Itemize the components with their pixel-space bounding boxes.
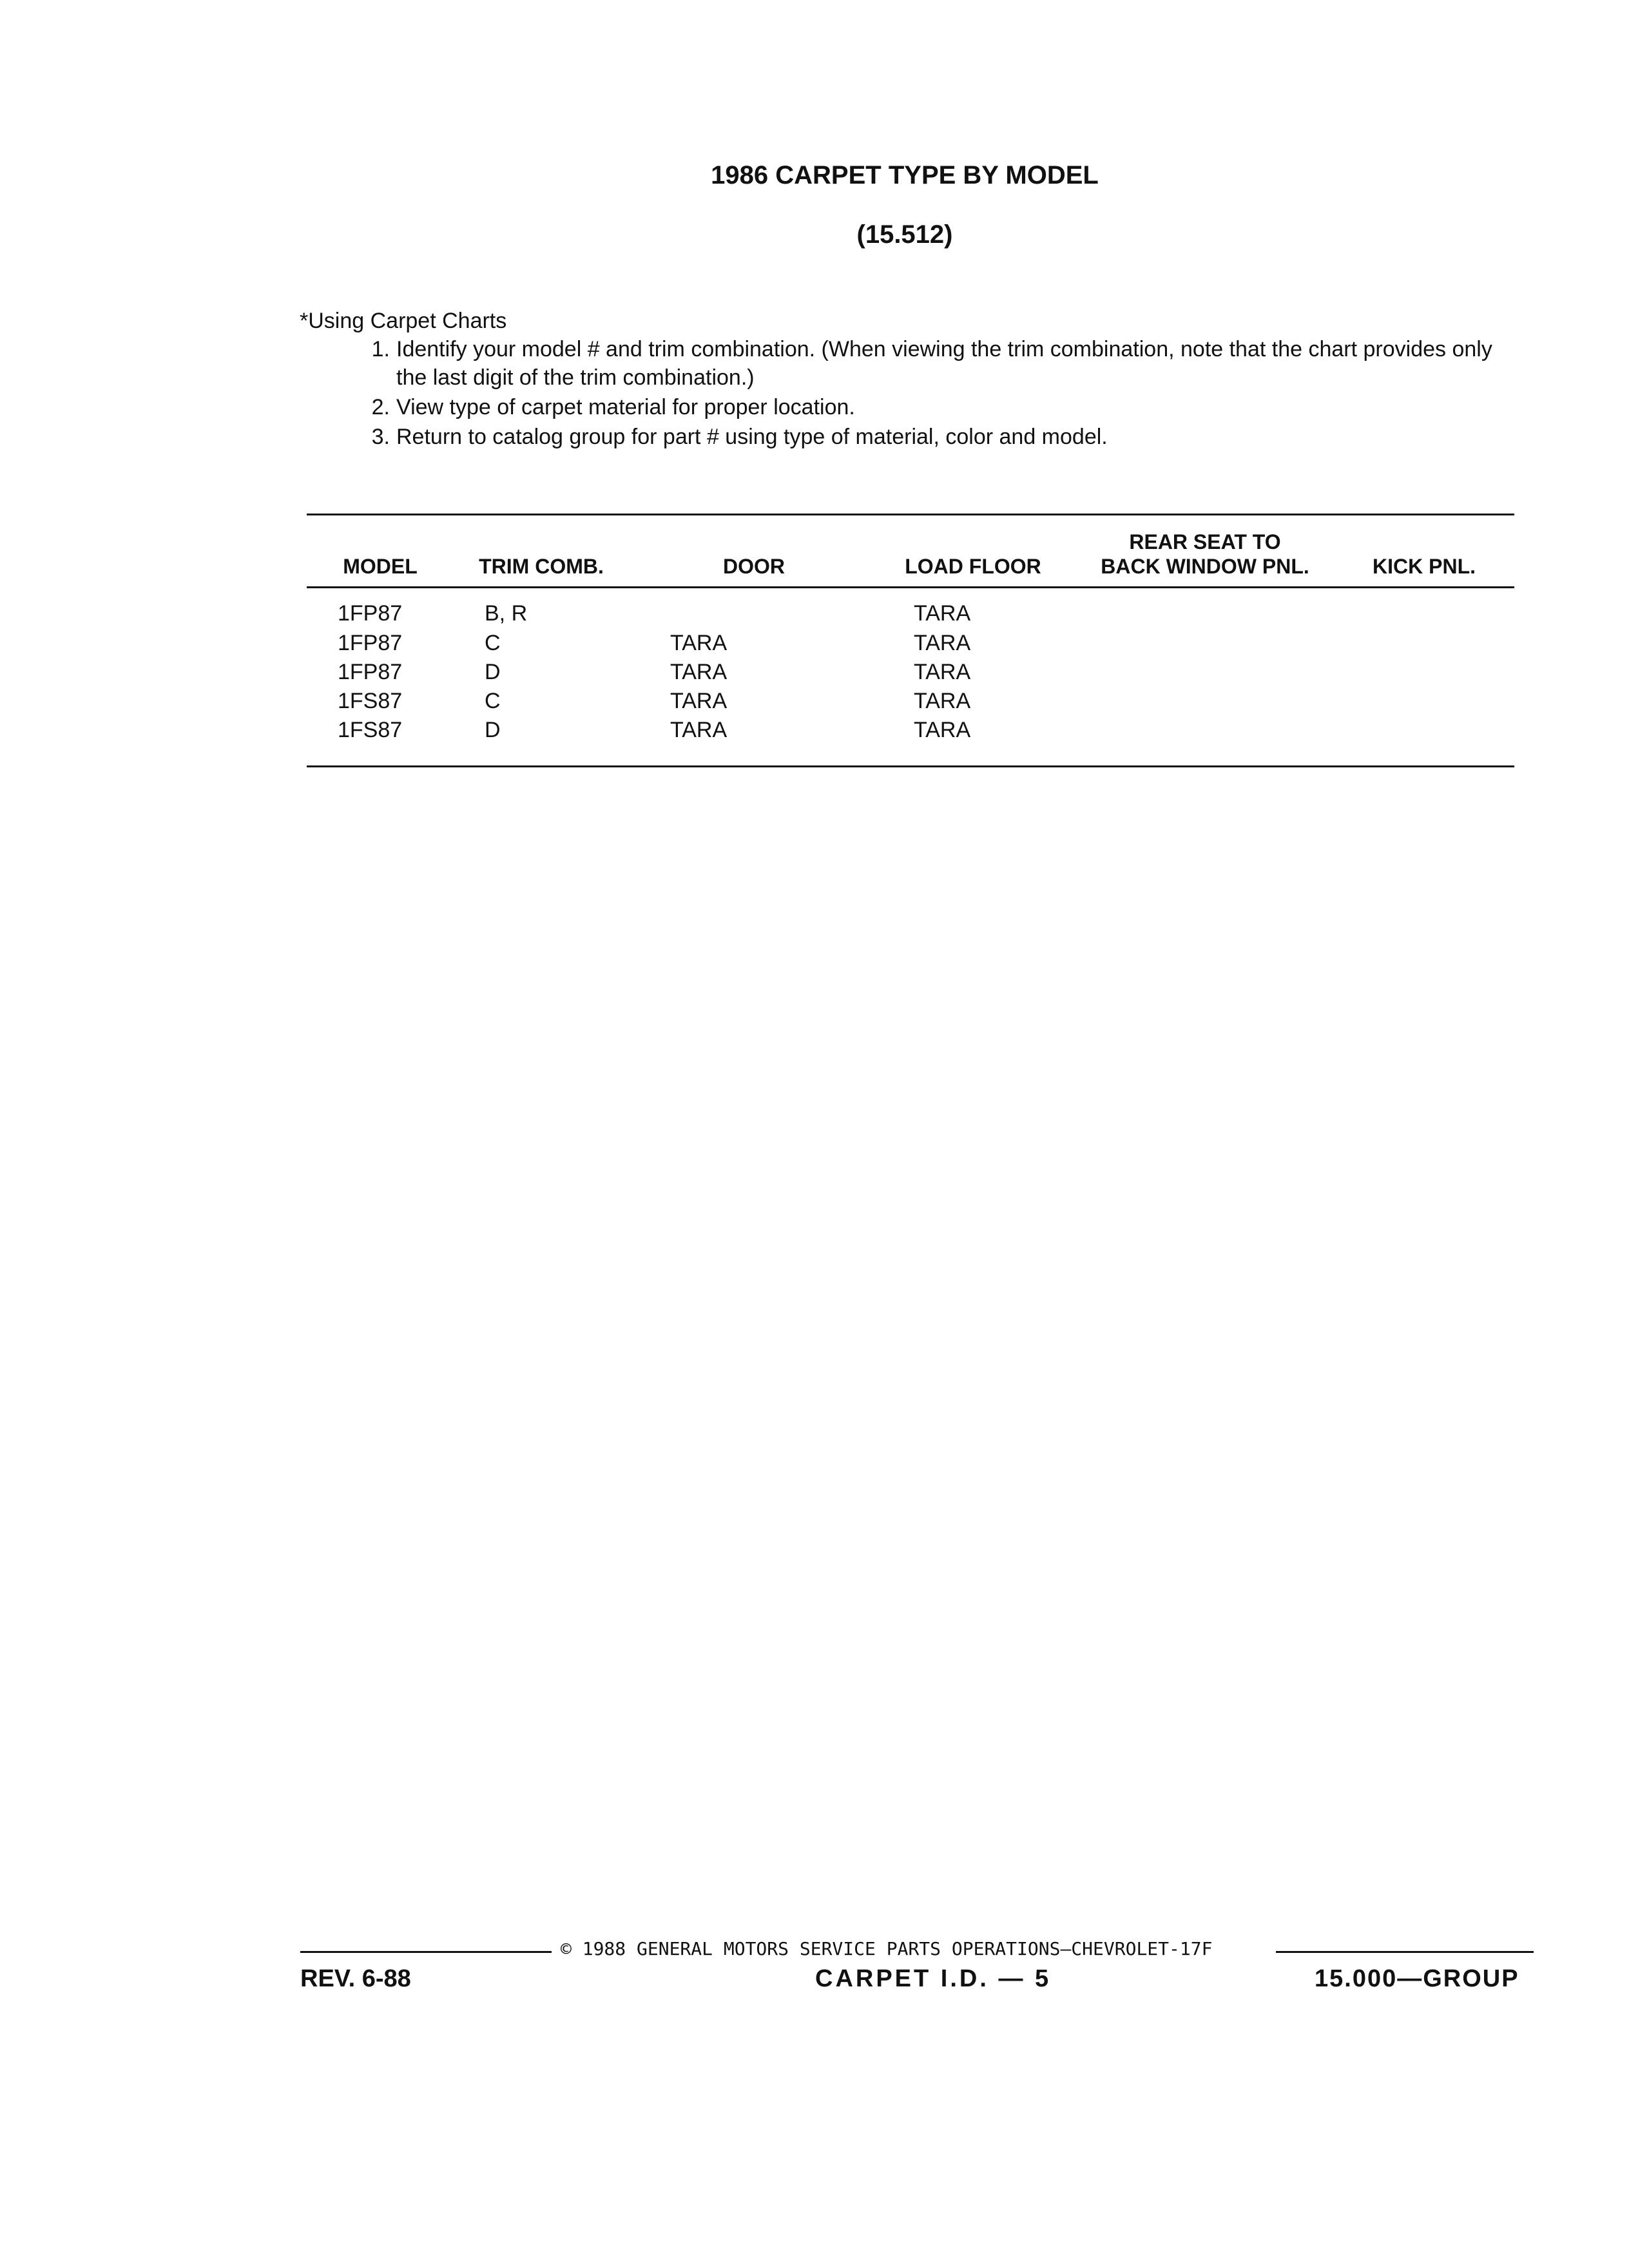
table-bottom-rule bbox=[307, 765, 1514, 767]
col-header-rear-seat-line1: REAR SEAT TO bbox=[1129, 530, 1281, 553]
col-header-model: MODEL bbox=[343, 555, 418, 578]
instructions-list bbox=[300, 335, 1524, 451]
table-header-rule bbox=[307, 586, 1514, 588]
page-title: 1986 CARPET TYPE BY MODEL bbox=[711, 161, 1099, 189]
footer-group: 15.000—GROUP bbox=[1315, 1965, 1519, 1992]
table-top-rule bbox=[307, 514, 1514, 515]
footer-copyright: © 1988 GENERAL MOTORS SERVICE PARTS OPERATIONS—CHEVROLET-17F bbox=[561, 1938, 1213, 1959]
footer-rule-right bbox=[1276, 1951, 1534, 1953]
col-header-kick-panel: KICK PNL. bbox=[1373, 555, 1476, 578]
col-header-door: DOOR bbox=[723, 555, 785, 578]
instruction-step: 3. Return to catalog group for part # using type of material, color and model. bbox=[371, 425, 1108, 449]
instructions bbox=[300, 307, 1524, 451]
footer-page-id: CARPET I.D. — 5 bbox=[815, 1965, 1052, 1992]
footer-rule-left bbox=[300, 1951, 552, 1953]
col-header-load-floor: LOAD FLOOR bbox=[905, 555, 1041, 578]
instructions-heading: *Using Carpet Charts bbox=[300, 309, 507, 333]
col-header-trim: TRIM COMB. bbox=[479, 555, 604, 578]
page-subtitle: (15.512) bbox=[856, 220, 953, 249]
footer-revision: REV. 6-88 bbox=[300, 1965, 411, 1992]
col-header-rear-seat-line2: BACK WINDOW PNL. bbox=[1101, 555, 1309, 578]
instruction-step: 1. Identify your model # and trim combination. (When viewing the trim combination, note that the chart provides only the last digit of the trim combination.) bbox=[371, 337, 1492, 390]
instruction-step: 2. View type of carpet material for proper location. bbox=[371, 395, 855, 419]
